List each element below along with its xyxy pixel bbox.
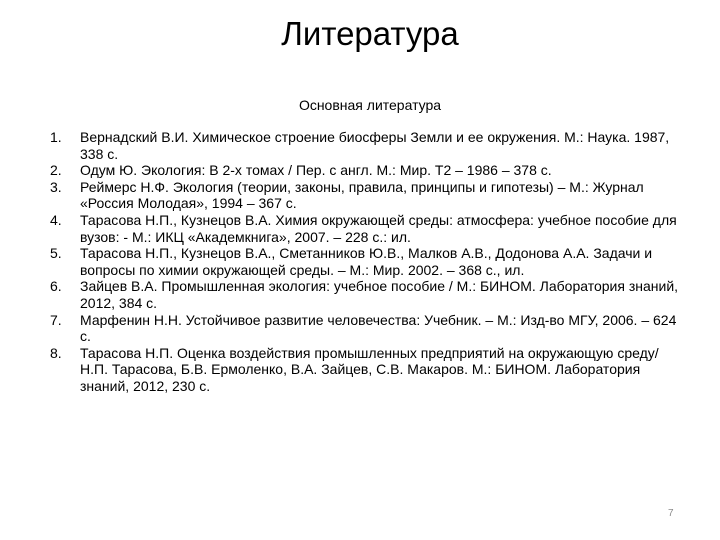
list-item-text: Тарасова Н.П., Кузнецов В.А., Сметанников Ю.В., Малков А.В., Додонова А.А. Задачи и вопросы по химии окружающей среды. – М.: Мир. 2002. – 368 с., ил. <box>80 245 653 278</box>
list-item <box>50 312 690 345</box>
list-item-number: 4. <box>50 211 62 228</box>
list-item-text: Реймерс Н.Ф. Экология (теории, законы, правила, принципы и гипотезы) – М.: Журнал «Россия Молодая», 1994 – 367 с. <box>80 178 644 212</box>
list-item <box>50 179 690 212</box>
reference-list <box>50 129 690 395</box>
page-title: Литература <box>281 15 459 52</box>
list-item-text: Одум Ю. Экология: В 2-х томах / Пер. с англ. М.: Мир. Т2 – 1986 – 378 с. <box>80 162 552 179</box>
list-item-text: Вернадский В.И. Химическое строение биосферы Земли и ее окружения. М.: Наука. 1987, 338 с. <box>80 129 670 162</box>
list-item-number: 3. <box>50 178 62 195</box>
list-item-number: 2. <box>50 162 62 179</box>
list-item-number: 1. <box>50 129 62 145</box>
list-item <box>50 212 690 245</box>
section-subtitle: Основная литература <box>298 97 442 113</box>
list-item-text: Тарасова Н.П. Оценка воздействия промышленных предприятий на окружающую среду/ Н.П. Тарасова, Б.В. Ермоленко, В.А. Зайцев, С.В. Макаров. М.: БИНОМ. Лаборатория знаний, 2012, 230 с. <box>80 344 659 394</box>
list-item-number: 8. <box>50 344 62 361</box>
list-item-text: Марфенин Н.Н. Устойчивое развитие человечества: Учебник. – М.: Изд-во МГУ, 2006. – 624 с. <box>80 311 677 345</box>
list-item <box>50 345 690 395</box>
list-item-number: 7. <box>50 311 62 328</box>
list-item-number: 5. <box>50 245 62 262</box>
page-number: 7 <box>668 508 674 519</box>
list-item <box>50 162 690 179</box>
list-item <box>50 245 690 278</box>
list-item-text: Зайцев В.А. Промышленная экология: учебное пособие / М.: БИНОМ. Лаборатория знаний, 2012, 384 с. <box>80 278 679 311</box>
list-item <box>50 278 690 311</box>
list-item <box>50 129 690 162</box>
list-item-text: Тарасова Н.П., Кузнецов В.А. Химия окружающей среды: атмосфера: учебное пособие для вузов: - М.: ИКЦ «Академкнига», 2007. – 228 с.: ил. <box>80 211 677 245</box>
list-item-number: 6. <box>50 278 62 295</box>
